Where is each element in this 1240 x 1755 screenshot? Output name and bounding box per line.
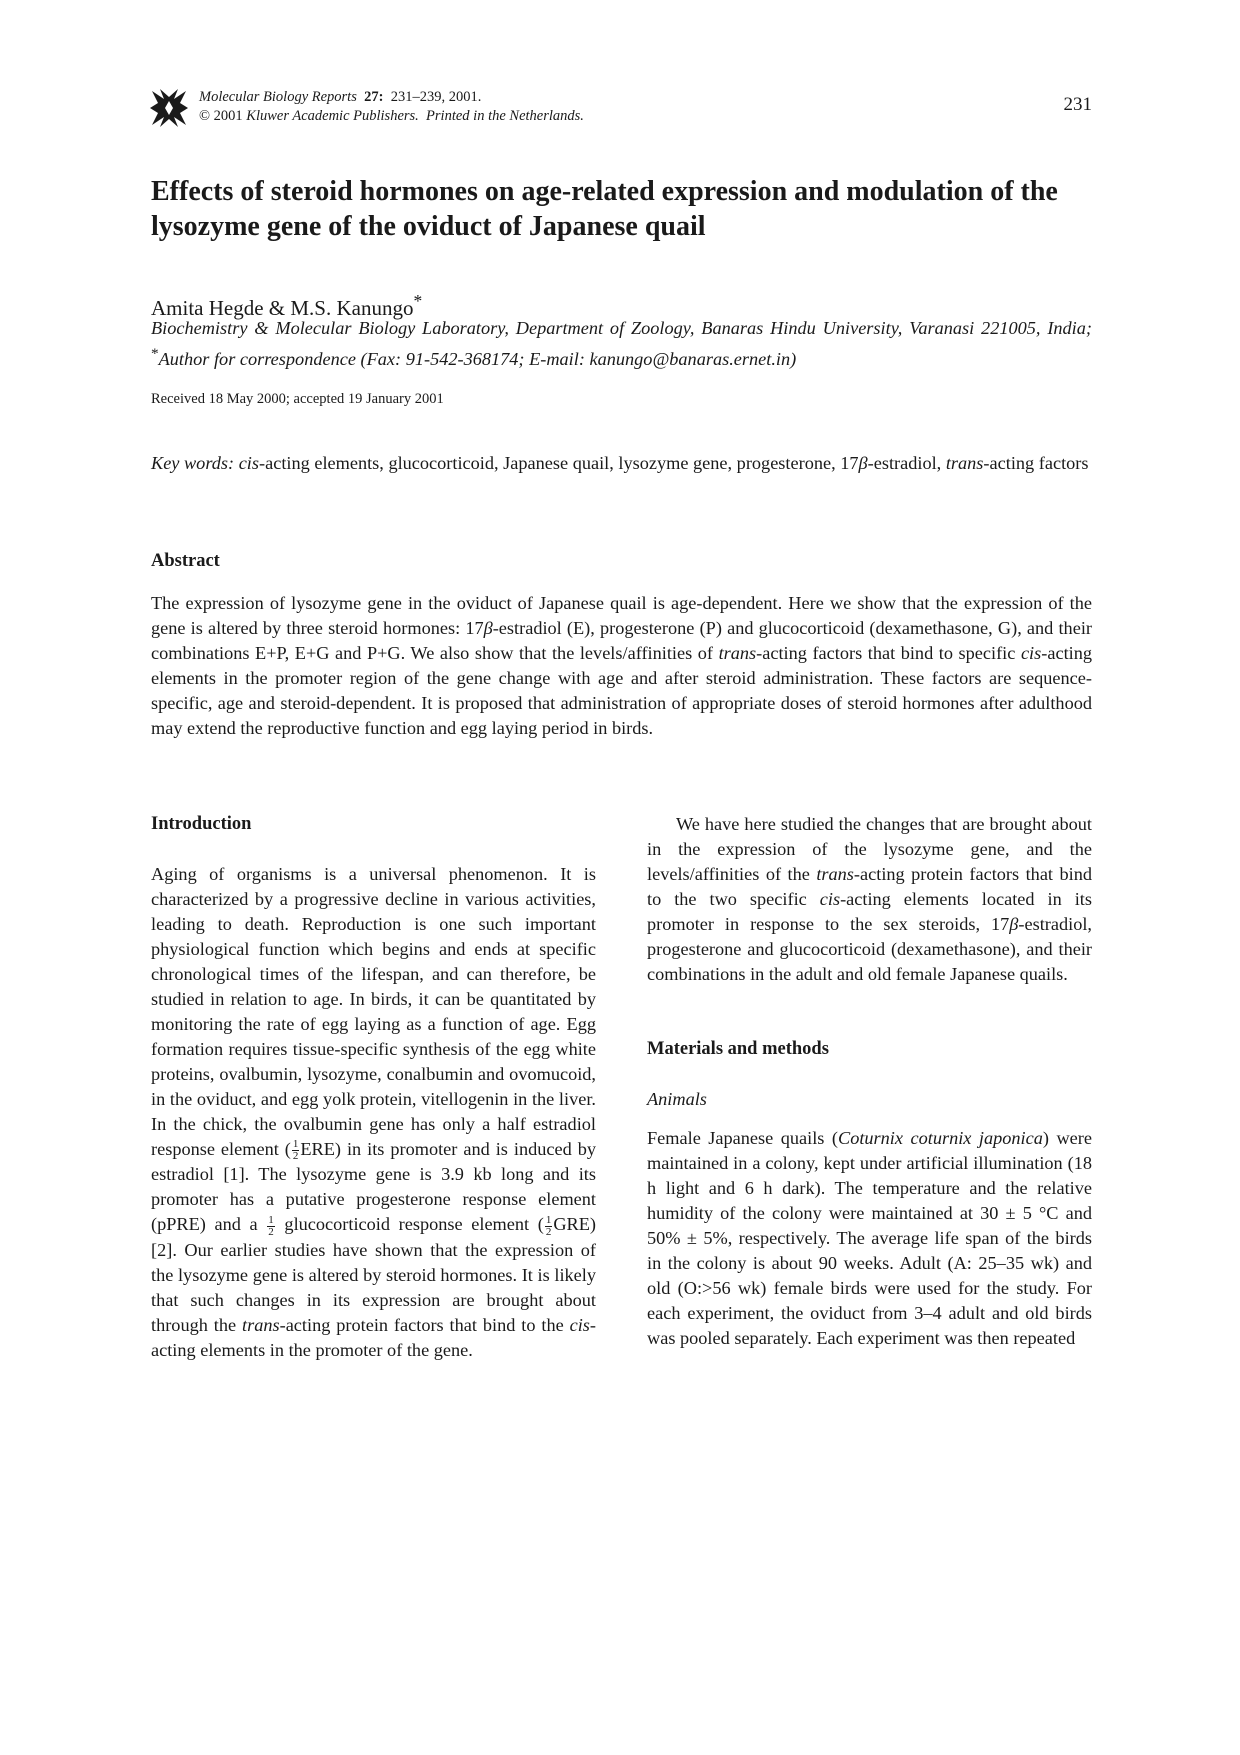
printed-note: Printed in the Netherlands. (426, 108, 584, 124)
author-mark: * (413, 291, 423, 311)
animals-paragraph: Female Japanese quails (Coturnix coturnix japonica) were maintained in a colony, kept under artificial illumination (18 h light and 6 h dark). The temperature and the relative humidity of the colony were maintained at 30 ± 5 °C and 50% ± 5%, respectively. The average life span of the birds in the colony is about 90 weeks. Adult (A: 25–35 wk) and old (O:>56 wk) female birds were used for the study. For each experiment, the oviduct from 3–4 adult and old birds was pooled separately. Each experiment was then repeated (647, 1128, 1092, 1348)
affiliation-text: Biochemistry & Molecular Biology Laboratory, Department of Zoology, Banaras Hindu University, Varanasi 221005, India; (151, 318, 1092, 338)
abstract-heading: Abstract (151, 551, 220, 571)
publisher-logo-icon (150, 87, 188, 129)
animals-subheading: Animals (647, 1089, 707, 1109)
intro-trans: trans (242, 1314, 280, 1335)
abstract-cis: cis (1020, 643, 1042, 663)
affiliation (151, 316, 1092, 372)
study-aims-paragraph: We have here studied the changes that are brought about in the expression of the lysozyme gene, and the levels/affinities of the trans-acting protein factors that bind to the two specific cis-acting elements located in its promoter in response to the sex steroids, 17β-estradiol, progesterone and glucocorticoid (dexamethasone), and their combinations in the adult and old female Japanese quails. (647, 814, 1092, 984)
keywords (151, 451, 1092, 476)
introduction-heading: Introduction (151, 814, 252, 834)
journal-header (199, 88, 584, 126)
abstract-trans: trans (718, 643, 757, 663)
kw-trans: trans (945, 453, 984, 473)
abstract-p2: -estradiol (E), progesterone (P) and glucocorticoid (dexamethasone, G), and their combinations E+P, E+G and P+G. We also show that the levels/affinities of (151, 618, 1092, 663)
authors: Amita Hegde & M.S. Kanungo (151, 296, 414, 320)
page-number: 231 (1063, 94, 1092, 115)
aims-cis: cis (819, 889, 841, 909)
half-fraction: $\frac{1}{2}$ (545, 1213, 552, 1238)
kw-text-a: -acting elements, glucocorticoid, Japanese quail, lysozyme gene, progesterone, 17 (259, 453, 859, 473)
intro-t1: Aging of organisms is a universal phenomenon. It is characterized by a progressive decline in various activities, leading to death. Reproduction is one such important physiological function which begins and ends at specific chronological times of the lifespan, and can therefore, be studied in relation to age. In birds, it can be quantitated by monitoring the rate of egg laying as a function of age. Egg formation requires tissue-specific synthesis of the egg white proteins, ovalbumin, lysozyme, conalbumin and ovomucoid, in the oviduct, and egg yolk protein, vitellogenin in the liver. In the chick, the ovalbumin gene has only a half estradiol response element ( (151, 864, 596, 1159)
aims-beta: β (1009, 914, 1019, 934)
intro-t6: -acting elements in the promoter of the gene. (151, 1314, 597, 1360)
copyright-year: © 2001 (199, 108, 243, 124)
abstract-p3: -acting factors that bind to specific (756, 643, 1016, 663)
abstract-p1: The expression of lysozyme gene in the oviduct of Japanese quail is age-dependent. Here we show that the expression of the gene is altered by three steroid hormones: 17 (151, 593, 1092, 638)
kw-cis: cis (238, 453, 259, 473)
intro-t4: GRE) [2]. Our earlier studies have shown that the expression of the lysozyme gene is altered by steroid hormones. It is likely that such changes in its expression are brought about through the (151, 1214, 596, 1335)
species-name: Coturnix coturnix japonica (838, 1128, 1043, 1148)
intro-cis: cis (569, 1314, 590, 1335)
received-dates: Received 18 May 2000; accepted 19 January 2001 (151, 391, 444, 407)
abstract-p4: -acting elements in the promoter region of the gene change with age and after steroid administration. These factors are sequence-specific, age and steroid-dependent. It is proposed that administration of appropriate doses of steroid hormones after adulthood may extend the reproductive function and egg laying period in birds. (151, 643, 1093, 738)
left-column (151, 812, 596, 1363)
kw-beta: β (858, 453, 868, 473)
introduction-paragraph (151, 862, 596, 1363)
right-column (647, 812, 1092, 1351)
journal-copyright-line (199, 107, 584, 126)
intro-t5: -acting protein factors that bind to the (279, 1314, 564, 1335)
correspondence-mark: * (151, 345, 159, 362)
paper-title: Effects of steroid hormones on age-related expression and modulation of the lysozyme gene of the oviduct of Japanese quail (151, 176, 1058, 242)
kw-text-b: -estradiol, (867, 453, 942, 473)
kw-text-c: -acting factors (983, 453, 1089, 473)
publisher-name: Kluwer Academic Publishers. (246, 108, 419, 124)
half-fraction: $\frac{1}{2}$ (268, 1213, 274, 1238)
keywords-label: Key words: (151, 453, 235, 473)
methods-heading: Materials and methods (647, 1039, 829, 1059)
half-fraction: $\frac{1}{2}$ (292, 1138, 299, 1163)
journal-citation-line (199, 88, 584, 107)
journal-name: Molecular Biology Reports (199, 89, 357, 105)
journal-pages: 231–239, 2001. (390, 89, 482, 105)
intro-t3: glucocorticoid response element ( (284, 1214, 544, 1235)
intro-t2: ERE) in its promoter and is induced by estradiol [1]. The lysozyme gene is 3.9 kb long and its promoter has a putative progesterone response element (pPRE) and a (151, 1139, 596, 1235)
aims-trans: trans (816, 864, 854, 884)
abstract-beta: β (483, 618, 493, 638)
abstract-text (151, 591, 1092, 741)
correspondence-text: Author for correspondence (Fax: 91-542-368174; E-mail: kanungo@banaras.ernet.in) (158, 349, 797, 370)
journal-volume: 27: (364, 89, 384, 105)
